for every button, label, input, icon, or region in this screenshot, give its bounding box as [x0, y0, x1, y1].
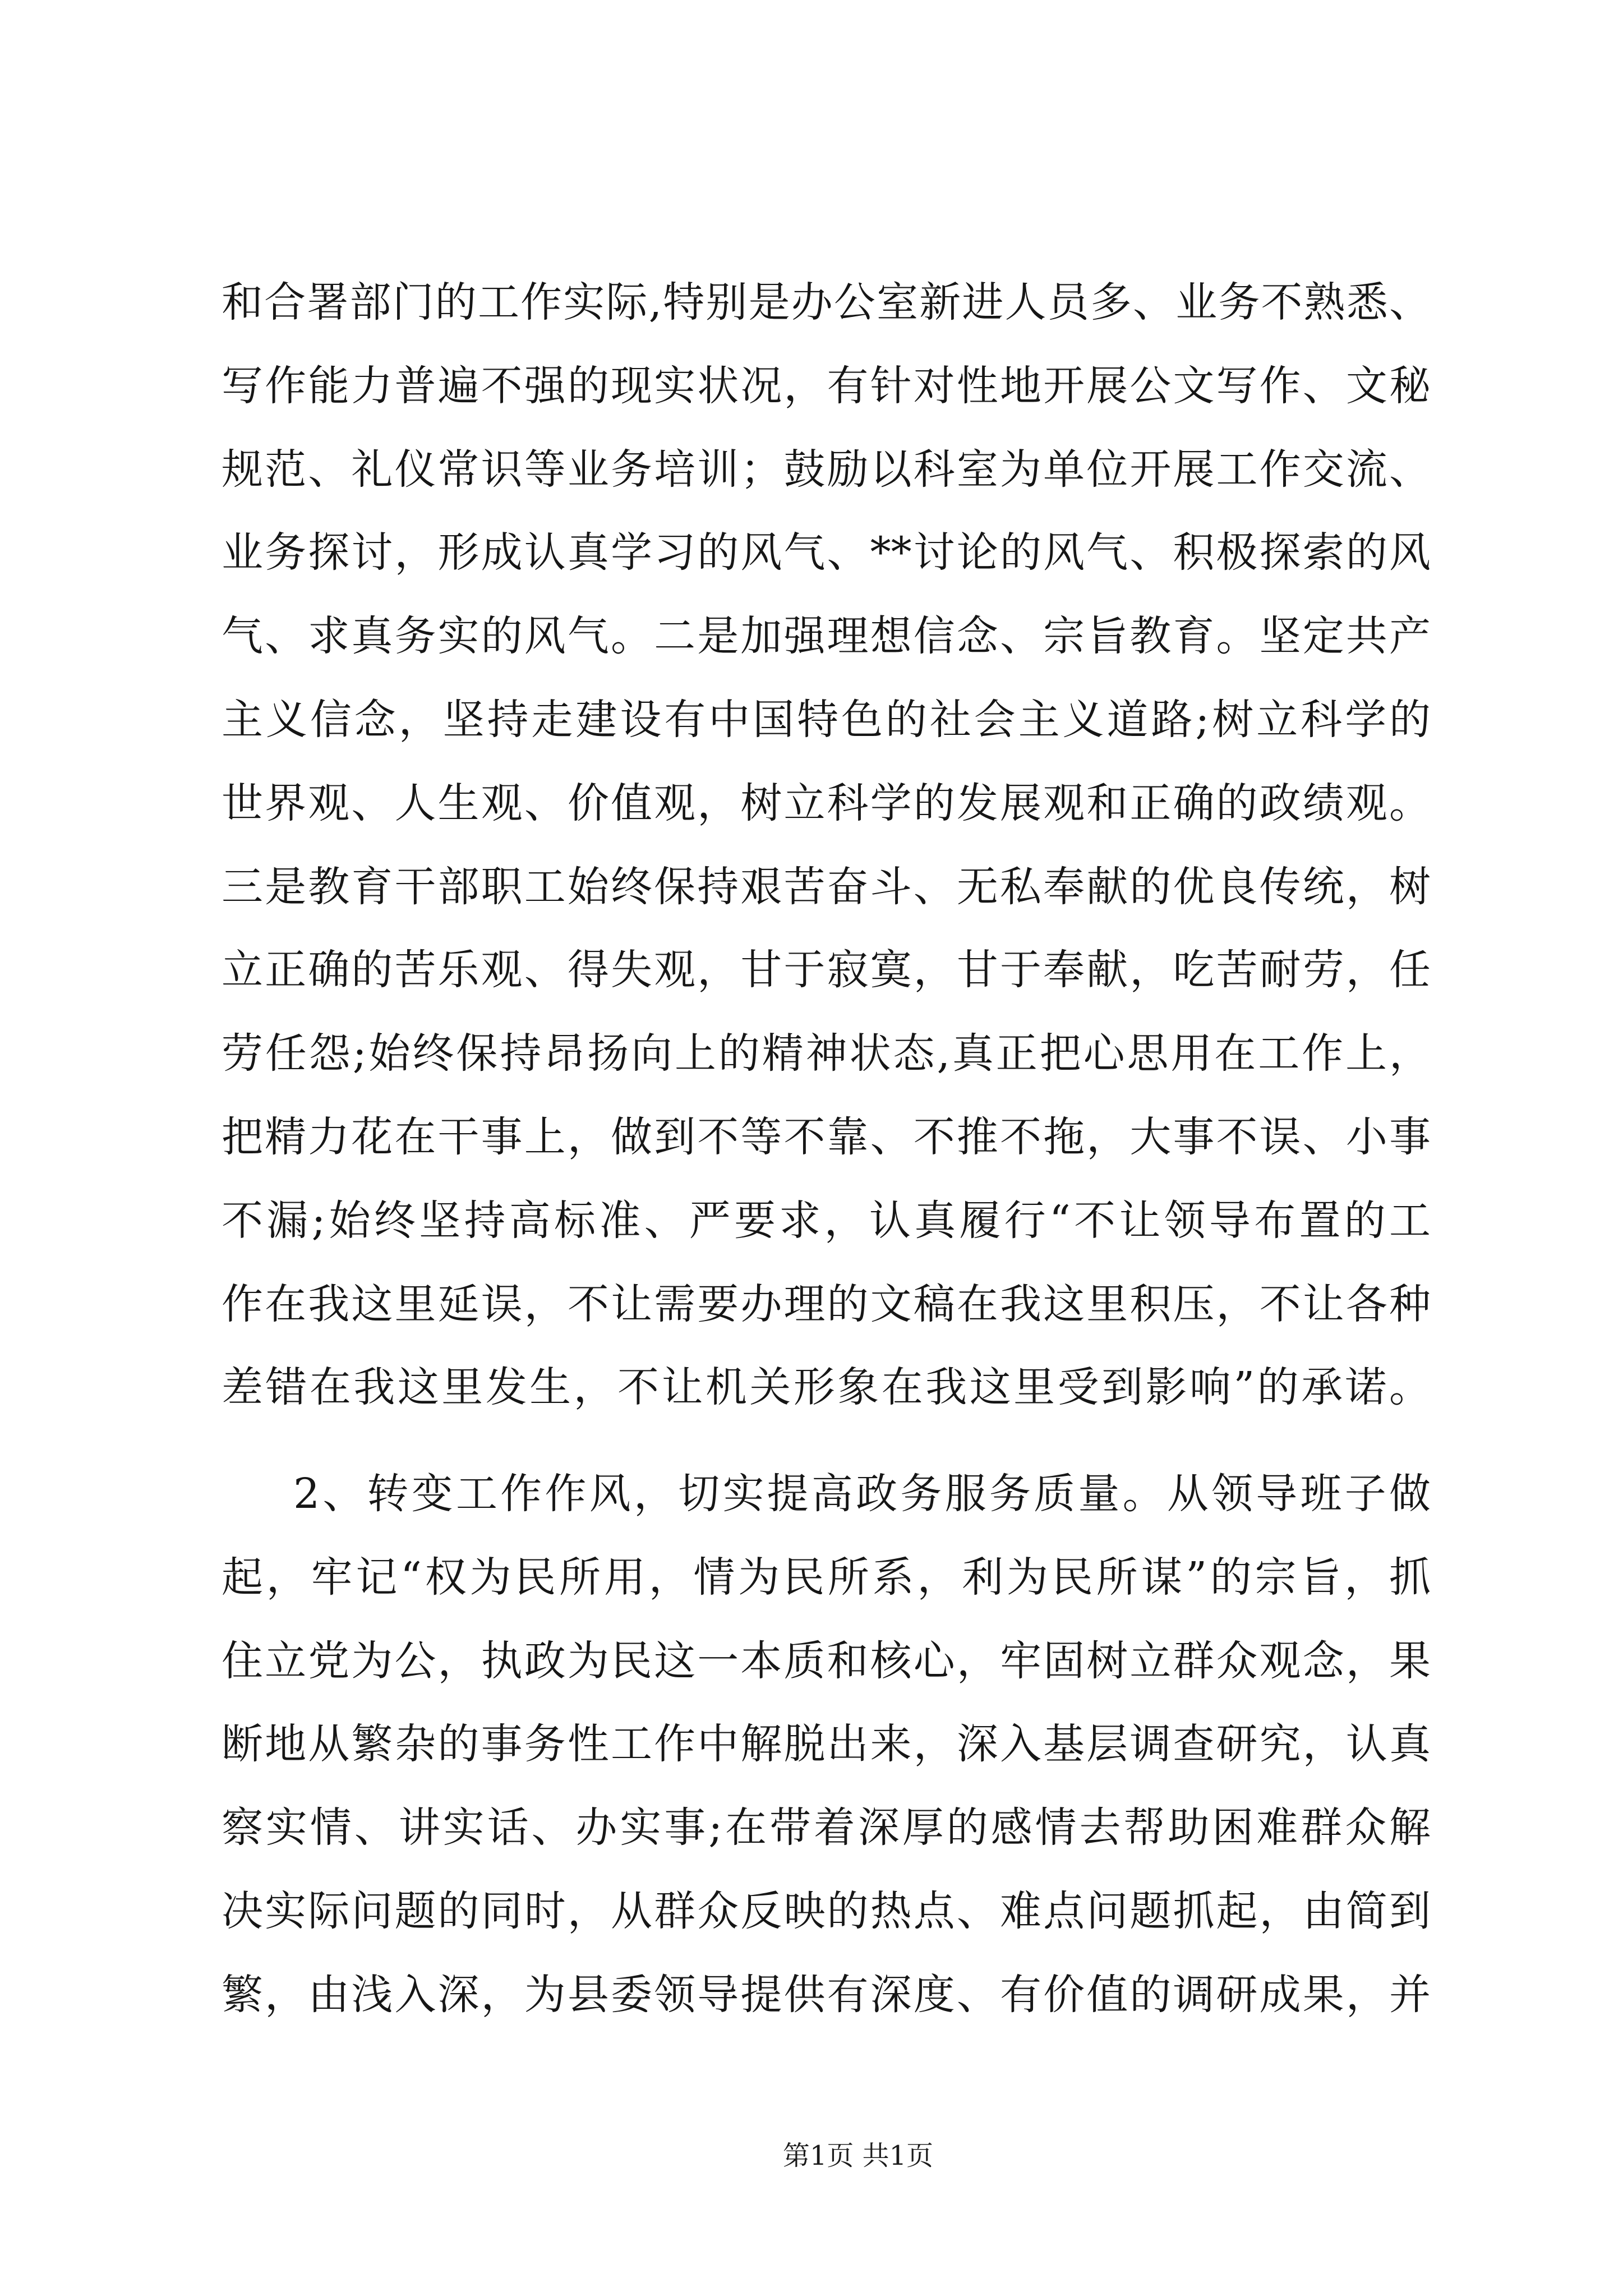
text-line: 起，牢记“权为民所用，情为民所系，利为民所谋”的宗旨，抓 — [222, 1553, 1431, 1602]
text-line: 察实情、讲实话、办实事;在带着深厚的感情去帮助困难群众解 — [222, 1803, 1431, 1852]
text-line: 差错在我这里发生，不让机关形象在我这里受到影响”的承诺。 — [222, 1363, 1431, 1412]
page-number-footer: 第1页 共1页 — [782, 2140, 934, 2171]
paragraph-1 — [222, 261, 1431, 1429]
paragraph-2 — [222, 1452, 1431, 2037]
text-line: 决实际问题的同时，从群众反映的热点、难点问题抓起，由简到 — [222, 1887, 1431, 1935]
text-line: 和合署部门的工作实际,特别是办公室新进人员多、业务不熟悉、 — [222, 278, 1431, 326]
text-line: 作在我这里延误，不让需要办理的文稿在我这里积压，不让各种 — [222, 1280, 1431, 1328]
text-line: 劳任怨;始终保持昂扬向上的精神状态,真正把心思用在工作上， — [222, 1029, 1431, 1078]
text-line: 主义信念，坚持走建设有中国特色的社会主义道路;树立科学的 — [222, 695, 1431, 744]
text-line: 写作能力普遍不强的现实状况，有针对性地开展公文写作、文秘 — [222, 361, 1431, 410]
text-line: 断地从繁杂的事务性工作中解脱出来，深入基层调查研究，认真 — [222, 1720, 1431, 1769]
text-line: 气、求真务实的风气。二是加强理想信念、宗旨教育。坚定共产 — [222, 612, 1431, 661]
text-line: 立正确的苦乐观、得失观，甘于寂寞，甘于奉献，吃苦耐劳，任 — [222, 946, 1431, 995]
text-line: 规范、礼仪常识等业务培训；鼓励以科室为单位开展工作交流、 — [222, 445, 1431, 494]
text-line: 住立党为公，执政为民这一本质和核心，牢固树立群众观念，果 — [222, 1636, 1431, 1685]
text-line: 不漏;始终坚持高标准、严要求，认真履行“不让领导布置的工 — [222, 1196, 1431, 1245]
text-line: 繁，由浅入深，为县委领导提供有深度、有价值的调研成果，并 — [222, 1970, 1431, 2019]
text-line: 世界观、人生观、价值观，树立科学的发展观和正确的政绩观。 — [222, 779, 1431, 827]
text-line: 2、转变工作作风，切实提高政务服务质量。从领导班子做 — [293, 1470, 1431, 1518]
text-line: 三是教育干部职工始终保持艰苦奋斗、无私奉献的优良传统，树 — [222, 862, 1431, 911]
text-line: 业务探讨，形成认真学习的风气、**讨论的风气、积极探索的风 — [222, 528, 1431, 577]
text-line: 把精力花在干事上，做到不等不靠、不推不拖，大事不误、小事 — [222, 1112, 1431, 1161]
